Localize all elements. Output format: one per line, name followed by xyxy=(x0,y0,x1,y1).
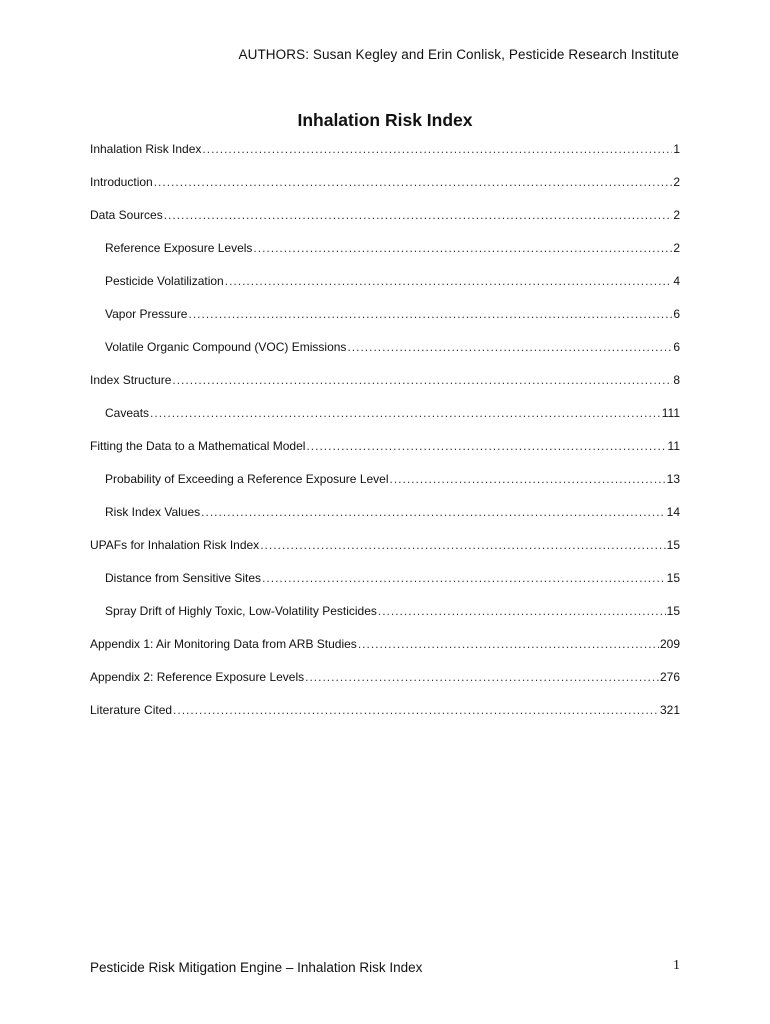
toc-dot-leader xyxy=(347,340,672,354)
toc-entry-page: 1 xyxy=(673,142,680,156)
toc-dot-leader xyxy=(390,472,666,486)
toc-entry-page: 2 xyxy=(673,208,680,222)
toc-entry-page: 11 xyxy=(667,439,680,453)
toc-entry-page: 321 xyxy=(659,703,680,717)
toc-entry-page: 8 xyxy=(673,373,680,387)
toc-entry[interactable] xyxy=(90,175,680,208)
toc-dot-leader xyxy=(378,604,666,618)
toc-dot-leader xyxy=(305,670,659,684)
toc-dot-leader xyxy=(201,505,665,519)
toc-entry-text: Index Structure xyxy=(90,373,172,387)
toc-entry-text: Fitting the Data to a Mathematical Model xyxy=(90,439,306,453)
toc-dot-leader xyxy=(358,637,659,651)
toc-entry[interactable] xyxy=(90,274,680,307)
toc-dot-leader xyxy=(306,439,666,453)
toc-entry-page: 14 xyxy=(666,505,680,519)
toc-dot-leader xyxy=(188,307,672,321)
toc-entry-text: UPAFs for Inhalation Risk Index xyxy=(90,538,260,552)
toc-entry-page: 2 xyxy=(673,241,680,255)
footer-title: Pesticide Risk Mitigation Engine – Inhalation Risk Index xyxy=(90,960,423,975)
toc-entry-text: Vapor Pressure xyxy=(105,307,188,321)
toc-entry-page: 276 xyxy=(659,670,680,684)
toc-entry[interactable] xyxy=(90,340,680,373)
toc-entry-text: Probability of Exceeding a Reference Exposure Level xyxy=(105,472,389,486)
toc-entry-text: Appendix 1: Air Monitoring Data from ARB Studies xyxy=(90,637,357,651)
toc-entry-text: Volatile Organic Compound (VOC) Emissions xyxy=(105,340,347,354)
toc-entry-page: 6 xyxy=(673,340,680,354)
toc-entry[interactable] xyxy=(90,571,680,604)
toc-entry-text: Data Sources xyxy=(90,208,163,222)
toc-entry[interactable] xyxy=(90,142,680,175)
toc-entry-text: Risk Index Values xyxy=(105,505,201,519)
toc-entry-page: 2 xyxy=(673,175,680,189)
toc-entry[interactable] xyxy=(90,538,680,571)
toc-dot-leader xyxy=(172,373,672,387)
toc-entry-page: 15 xyxy=(666,604,680,618)
toc-dot-leader xyxy=(260,538,665,552)
toc-entry[interactable] xyxy=(90,439,680,472)
toc-entry[interactable] xyxy=(90,670,680,703)
toc-entry-text: Introduction xyxy=(90,175,153,189)
toc-entry-text: Pesticide Volatilization xyxy=(105,274,224,288)
toc-entry-page: 15 xyxy=(666,538,680,552)
toc-entry[interactable] xyxy=(90,703,680,736)
toc-dot-leader xyxy=(150,406,661,420)
toc-entry-text: Spray Drift of Highly Toxic, Low-Volatility Pesticides xyxy=(105,604,377,618)
toc-entry[interactable] xyxy=(90,637,680,670)
toc-entry[interactable] xyxy=(90,208,680,241)
toc-entry[interactable] xyxy=(90,604,680,637)
toc-entry-page: 13 xyxy=(666,472,680,486)
toc-entry[interactable] xyxy=(90,307,680,340)
toc-entry[interactable] xyxy=(90,406,680,439)
footer-page-number: 1 xyxy=(673,958,680,973)
toc-entry-page: 6 xyxy=(673,307,680,321)
header-authors: AUTHORS: Susan Kegley and Erin Conlisk, Pesticide Research Institute xyxy=(238,47,679,62)
toc-entry-text: Inhalation Risk Index xyxy=(90,142,202,156)
toc-entry-text: Literature Cited xyxy=(90,703,173,717)
toc-dot-leader xyxy=(262,571,666,585)
toc-entry[interactable] xyxy=(90,472,680,505)
toc-entry-page: 15 xyxy=(666,571,680,585)
document-title: Inhalation Risk Index xyxy=(297,110,473,130)
toc-dot-leader xyxy=(202,142,672,156)
toc-entry-text: Distance from Sensitive Sites xyxy=(105,571,262,585)
toc-dot-leader xyxy=(154,175,673,189)
toc-entry-page: 4 xyxy=(673,274,680,288)
toc-entry[interactable] xyxy=(90,505,680,538)
toc-entry-page: 209 xyxy=(659,637,680,651)
toc-entry[interactable] xyxy=(90,373,680,406)
table-of-contents xyxy=(90,142,680,736)
toc-dot-leader xyxy=(253,241,672,255)
toc-entry-text: Caveats xyxy=(105,406,150,420)
toc-dot-leader xyxy=(173,703,659,717)
toc-entry-page: 111 xyxy=(661,406,680,420)
toc-entry-text: Reference Exposure Levels xyxy=(105,241,253,255)
toc-dot-leader xyxy=(225,274,673,288)
toc-dot-leader xyxy=(164,208,673,222)
toc-entry[interactable] xyxy=(90,241,680,274)
toc-entry-text: Appendix 2: Reference Exposure Levels xyxy=(90,670,305,684)
